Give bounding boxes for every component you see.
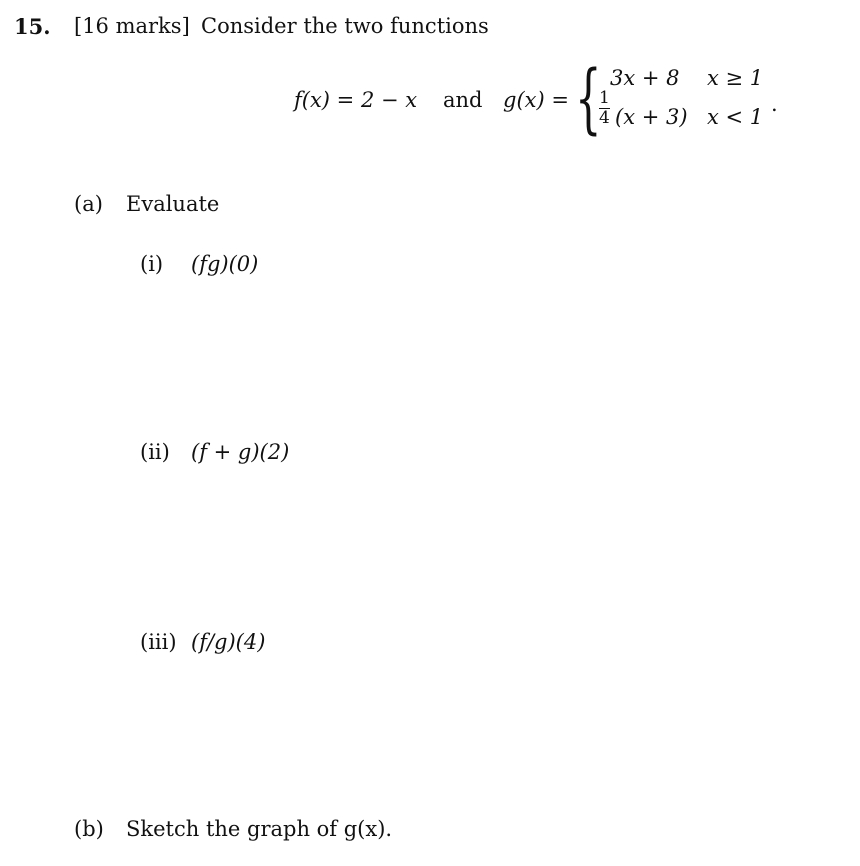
question-number: 15. (14, 14, 51, 39)
part-b-label: (b) (74, 817, 104, 841)
equation-f-definition: f(x) = 2 − x (294, 88, 418, 112)
part-b-text: Sketch the graph of g(x). (126, 817, 393, 841)
subpart-i-expression: (fg)(0) (191, 252, 259, 276)
question-marks: [16 marks] (74, 14, 190, 38)
equation-end-punctuation: . (771, 92, 778, 116)
equation-g-lhs: g(x) = (503, 88, 569, 112)
piecewise-case1-condition: x ≥ 1 (707, 66, 764, 90)
subpart-iii-label: (iii) (140, 630, 177, 654)
piecewise-case2-condition: x < 1 (707, 105, 764, 129)
piecewise-brace: { (575, 53, 602, 142)
fraction-numerator: 1 (599, 88, 610, 108)
part-a-label: (a) (74, 192, 103, 216)
fraction-denominator: 4 (599, 108, 610, 128)
subpart-ii-label: (ii) (140, 440, 170, 464)
subpart-i-label: (i) (140, 252, 164, 276)
equation-connector: and (443, 88, 483, 112)
piecewise-case1-expression: 3x + 8 (610, 66, 680, 90)
part-a-text: Evaluate (126, 192, 220, 216)
question-intro: Consider the two functions (201, 14, 489, 38)
piecewise-case2-expression: (x + 3) (615, 105, 688, 129)
piecewise-case2-fraction (598, 90, 611, 127)
subpart-iii-expression: (f/g)(4) (191, 630, 266, 654)
subpart-ii-expression: (f + g)(2) (191, 440, 290, 464)
